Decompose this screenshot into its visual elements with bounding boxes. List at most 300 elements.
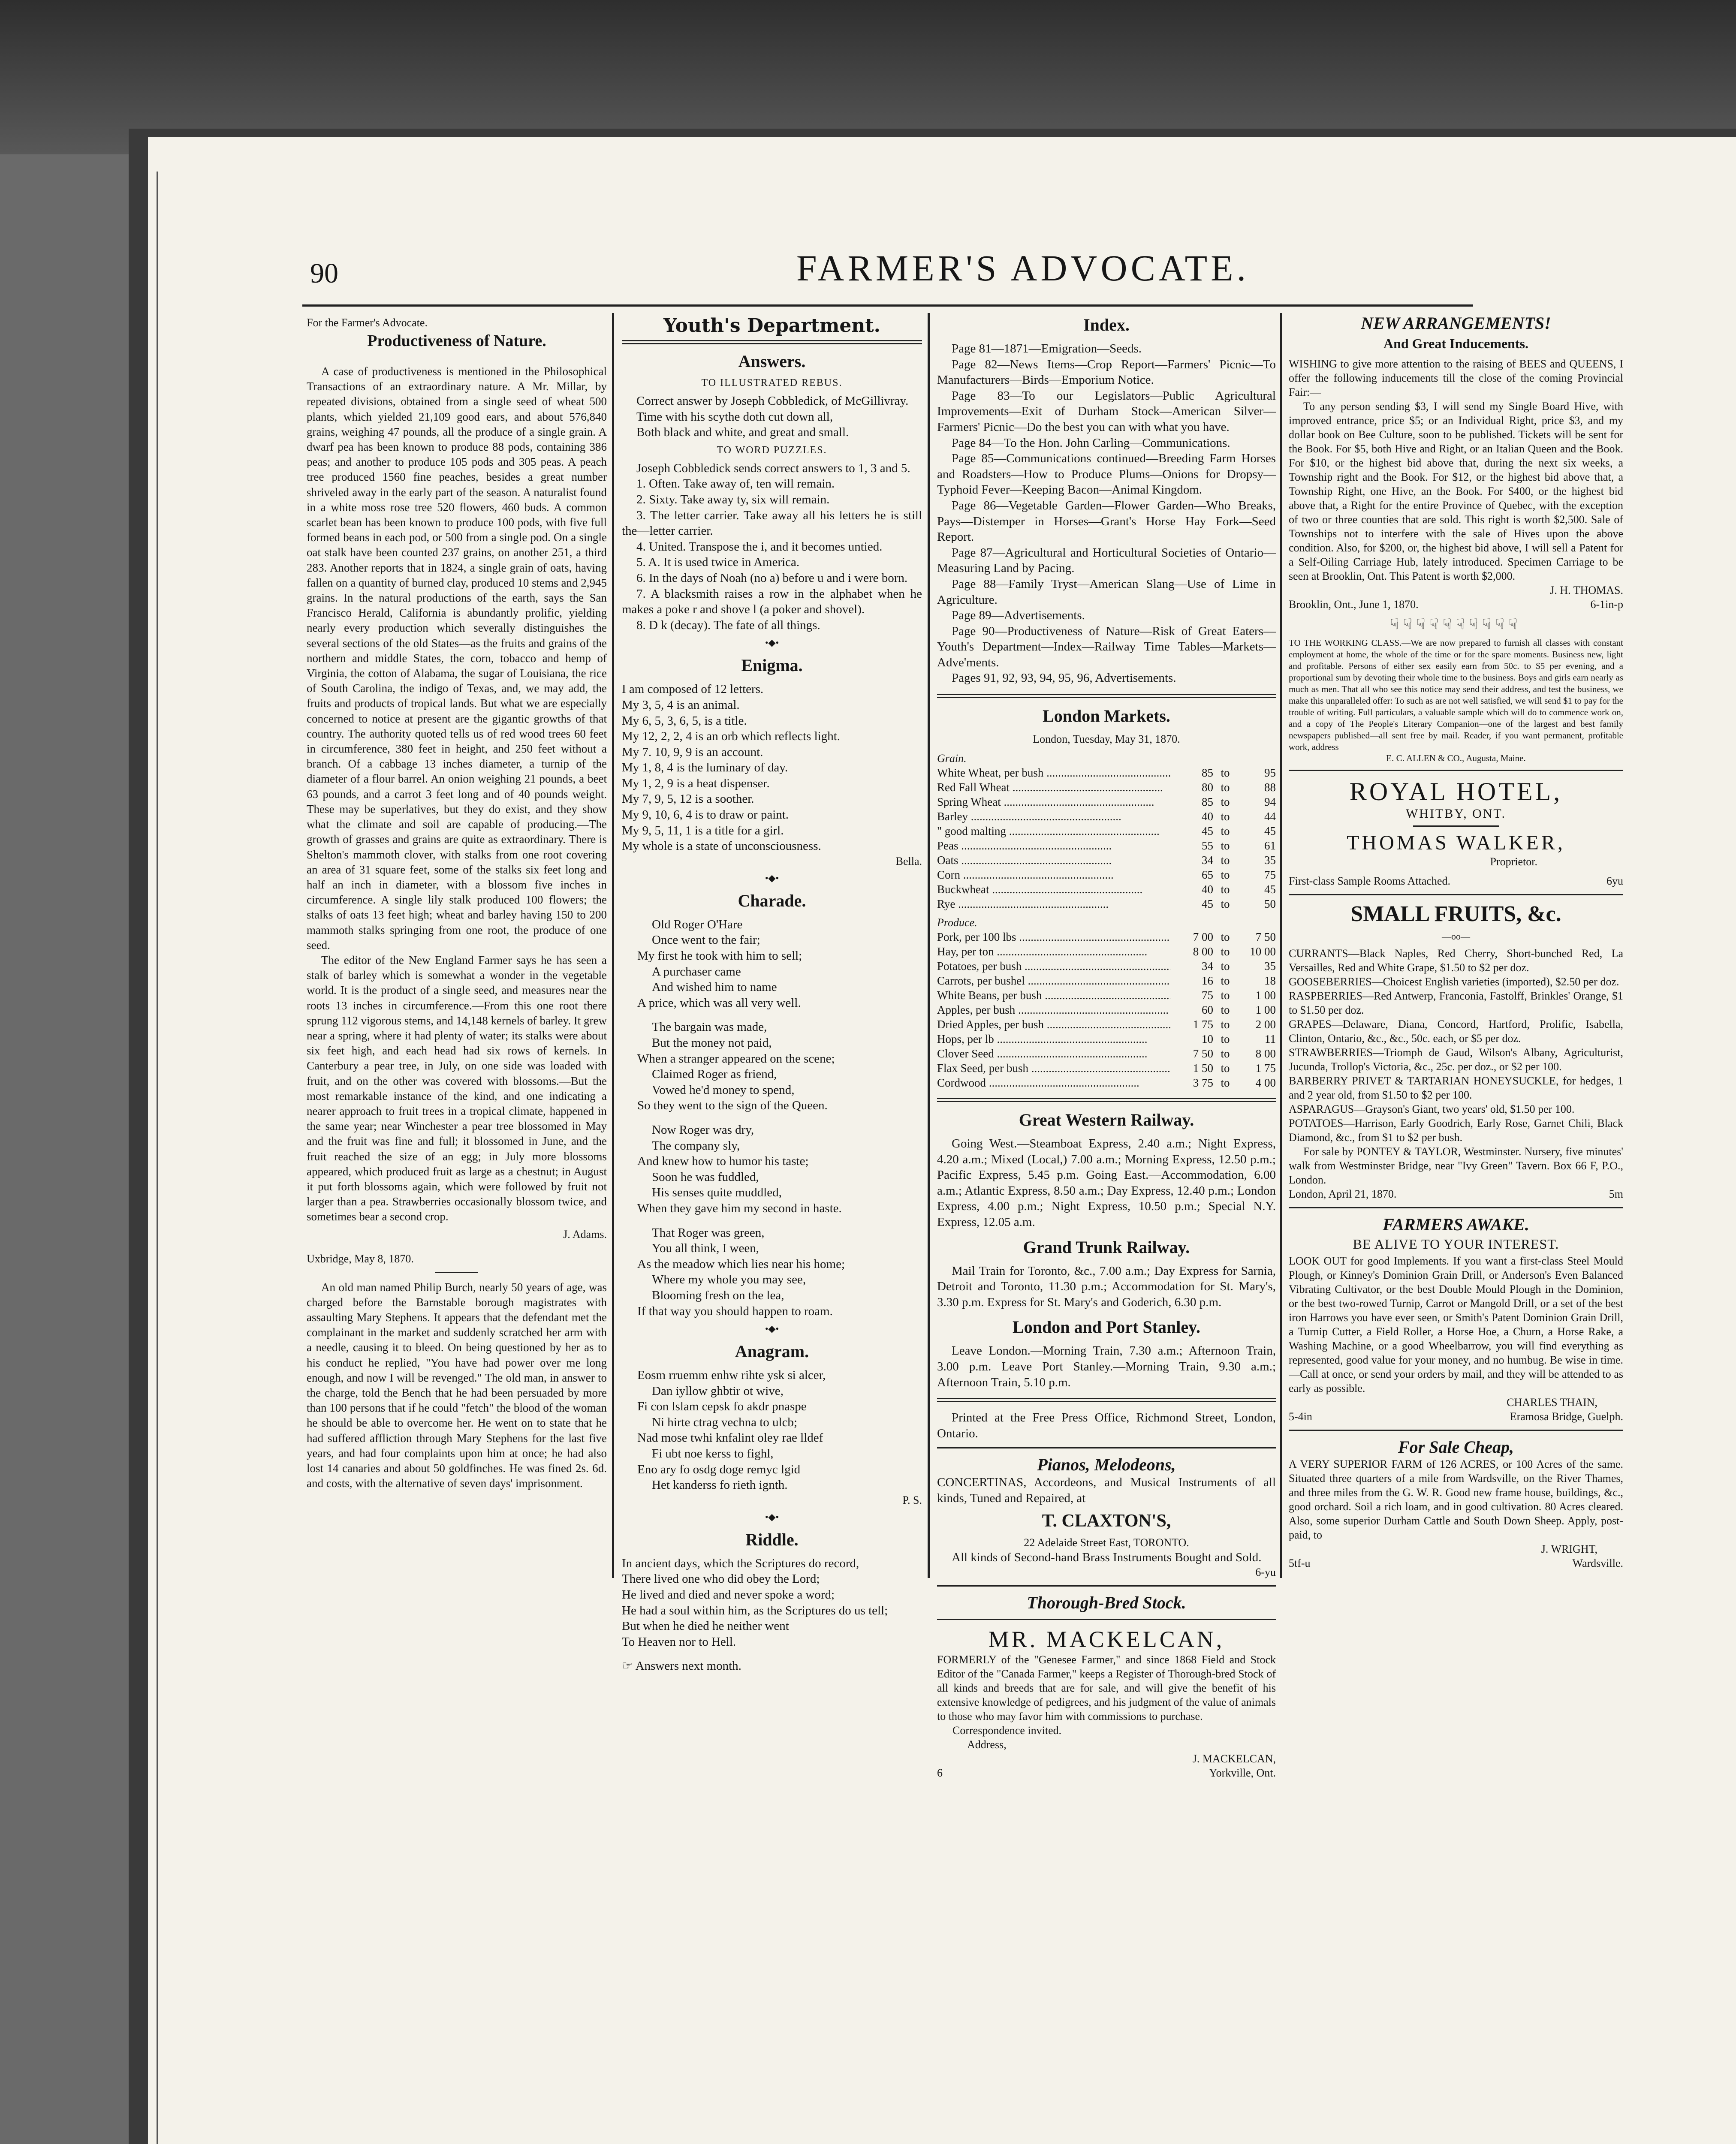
answers-next-text: Answers next month. — [635, 1659, 741, 1673]
enigma-line: My whole is a state of unconsciousness. — [622, 839, 821, 853]
enigma-line: I am composed of 12 letters. — [622, 682, 764, 696]
grain-name: Rye ..... — [937, 897, 1170, 911]
produce-row — [937, 1032, 1276, 1046]
article-divider — [435, 1272, 478, 1273]
produce-row — [937, 959, 1276, 973]
article-title: Productiveness of Nature. — [367, 332, 546, 350]
grain-high: 94 — [1264, 795, 1276, 809]
produce-to: to — [1221, 930, 1230, 944]
produce-row — [937, 1017, 1276, 1032]
charade-poem — [622, 917, 922, 1319]
charade-line: Once went to the fair; — [652, 933, 760, 947]
grain-row — [937, 853, 1276, 867]
new-arrangements-code: 6-1in-p — [1590, 598, 1623, 611]
charade-title: Charade. — [738, 891, 806, 910]
charade-line: As the meadow which lies near his home; — [637, 1257, 845, 1271]
anagram-title: Anagram. — [735, 1342, 809, 1361]
produce-to: to — [1221, 974, 1230, 988]
pianos-code: 6-yu — [1255, 1566, 1276, 1579]
farmers-awake-text: LOOK OUT for good Implements. If you want a first-class Steel Mould Plough, or Kinney's Dominion Grain Drill, or Anderson's Even Balanced Vibrating Cultivator, or the best Double Mould Plough in the Dominion, or the best two-rowed Turnip, Carrot or Mangold Drill, or a set of the best iron Harrows you have ever seen, or Smith's Patent Dominion Grain Drill, a Turnip Cutter, a Field Roller, a Horse Hoe, a Churn, a Horse Rake, a Washing Machine, or a good Wheelbarrow, you will find everything as represented, good value for your money, and no humbug. Be wise in time.—Call at once, or send your orders by mail, and they will be attended to as early as possible. — [1289, 1255, 1623, 1394]
enigma-line: My 6, 5, 3, 6, 5, is a title. — [622, 714, 747, 728]
grain-high: 95 — [1264, 766, 1276, 780]
charade-line: The company sly, — [652, 1138, 740, 1153]
produce-table — [937, 930, 1276, 1090]
small-fruits-item: ASPARAGUS—Grayson's Giant, two years' old, $1.50 per 100. — [1289, 1103, 1575, 1115]
riddle-title: Riddle. — [745, 1530, 799, 1549]
produce-low: 1 75 — [1193, 1018, 1213, 1031]
section-rule — [937, 1398, 1276, 1402]
produce-high: 11 — [1265, 1033, 1276, 1046]
riddle-line: He lived and died and never spoke a word; — [622, 1588, 835, 1602]
thoroughbred-footer — [937, 1766, 1276, 1780]
section-rule — [937, 1619, 1276, 1620]
section-rule — [937, 1585, 1276, 1587]
grain-table — [937, 765, 1276, 911]
page-number: 90 — [310, 258, 338, 289]
produce-low: 16 — [1202, 974, 1213, 988]
riddle-line: But when he died he neither went — [622, 1619, 789, 1633]
grain-to: to — [1221, 868, 1230, 882]
produce-to: to — [1221, 989, 1230, 1002]
section-rule — [1289, 894, 1623, 895]
produce-to: to — [1221, 1062, 1230, 1075]
enigma-signature: Bella. — [895, 855, 922, 867]
grain-row — [937, 897, 1276, 911]
ornament-divider: •◆• — [765, 1511, 779, 1522]
produce-high: 8 00 — [1255, 1047, 1276, 1060]
small-fruits-item: GRAPES—Delaware, Diana, Concord, Hartford, Prolific, Isabella, Clinton, Ontario, &c., &c., 50c. each, or $5 per doz. — [1289, 1018, 1623, 1045]
grain-to: to — [1221, 781, 1230, 794]
charade-line: A purchaser came — [652, 964, 741, 979]
index-entry: Page 87—Agricultural and Horticultural Societies of Ontario—Measuring Land by Pacing. — [937, 545, 1276, 575]
produce-to: to — [1221, 1076, 1230, 1090]
rebus-answer: Correct answer by Joseph Cobbledick, of McGillivray. — [636, 394, 909, 408]
produce-low: 75 — [1202, 989, 1213, 1002]
gtr-title: Grand Trunk Railway. — [1023, 1237, 1190, 1257]
produce-to: to — [1221, 1033, 1230, 1046]
produce-name: Hay, per ton ..... — [937, 944, 1170, 959]
column-index-markets — [937, 313, 1276, 1780]
enigma-line: My 1, 2, 9 is a heat dispenser. — [622, 776, 770, 790]
produce-name: Apples, per bush ..... — [937, 1003, 1170, 1017]
article-dateline: Uxbridge, May 8, 1870. — [307, 1252, 414, 1265]
column-productiveness — [307, 313, 607, 1491]
pianos-address: 22 Adelaide Street East, TORONTO. — [1024, 1536, 1189, 1549]
charade-line: Where my whole you may see, — [652, 1273, 806, 1287]
grain-to: to — [1221, 825, 1230, 838]
grain-row — [937, 867, 1276, 882]
royal-hotel-role: Proprietor. — [1490, 855, 1537, 868]
grain-low: 45 — [1202, 897, 1213, 911]
word-answer: 1. Often. Take away of, ten will remain. — [636, 477, 835, 491]
produce-low: 10 — [1202, 1033, 1213, 1046]
grain-low: 45 — [1202, 825, 1213, 838]
rebus-verse-line: Time with his scythe doth cut down all, — [636, 410, 833, 424]
grain-high: 44 — [1264, 810, 1276, 823]
charade-line: Now Roger was dry, — [652, 1123, 754, 1137]
grain-name: Red Fall Wheat ..... — [937, 780, 1170, 795]
farmers-awake-signature: CHARLES THAIN, — [1507, 1396, 1597, 1409]
farmers-awake-title: FARMERS AWAKE. — [1383, 1215, 1529, 1234]
section-rule — [1289, 770, 1623, 771]
produce-high: 18 — [1264, 974, 1276, 988]
charade-line: When they gave him my second in haste. — [637, 1201, 842, 1215]
produce-name: Flax Seed, per bush ..... — [937, 1061, 1170, 1075]
word-puzzles-intro: Joseph Cobbledick sends correct answers to 1, 3 and 5. — [636, 461, 910, 475]
royal-hotel-divider — [1413, 825, 1499, 827]
produce-low: 1 50 — [1193, 1062, 1213, 1075]
for-sale-signature: J. WRIGHT, — [1541, 1543, 1597, 1555]
produce-high: 1 00 — [1255, 989, 1276, 1002]
column-rule — [928, 313, 930, 1578]
enigma-line: My 7. 10, 9, 9 is an account. — [622, 745, 763, 759]
grain-to: to — [1221, 839, 1230, 852]
charade-line: The bargain was made, — [652, 1020, 767, 1034]
anagram-line: Eosm rruemm enhw rihte ysk si alcer, — [637, 1368, 826, 1382]
farmers-awake-sub: BE ALIVE TO YOUR INTEREST. — [1353, 1236, 1559, 1252]
section-rule — [1289, 1430, 1623, 1431]
charade-line: My first he took with him to sell; — [637, 949, 802, 963]
enigma-title: Enigma. — [741, 656, 803, 675]
for-sale-text: A VERY SUPERIOR FARM of 126 ACRES, or 100 Acres of the same. Situated three quarters of a mile from Wardsville, on the River Thames, and three miles from the G. W. R. Good new frame house, buildings, &c., good orchard. Soil a rich loam, and in good cultivation. 80 Acres cleared. Also, some superior Durham Cattle and South Down Sheep. Apply, post-paid, to — [1289, 1458, 1623, 1541]
produce-row — [937, 944, 1276, 959]
charade-line: His senses quite muddled, — [652, 1186, 782, 1200]
ornament-divider: •◆• — [765, 637, 779, 648]
small-fruits-item: CURRANTS—Black Naples, Red Cherry, Short-bunched Red, La Versailles, Red and White Grape, $1.50 to $2 per doz. — [1289, 947, 1623, 974]
grain-name: Peas ..... — [937, 838, 1170, 853]
index-entry: Page 89—Advertisements. — [952, 608, 1085, 623]
ornament-divider: —oo— — [1442, 931, 1470, 942]
produce-name: Potatoes, per bush ..... — [937, 959, 1170, 973]
farmers-awake-footer — [1289, 1409, 1623, 1424]
thoroughbred-signature: J. MACKELCAN, — [1192, 1753, 1276, 1765]
column-advertisements — [1289, 313, 1623, 1570]
word-answer: 8. D k (decay). The fate of all things. — [636, 618, 820, 632]
grain-name: Buckwheat ..... — [937, 882, 1170, 897]
section-rule — [1289, 1207, 1623, 1208]
section-rule — [937, 1098, 1276, 1102]
produce-to: to — [1221, 1018, 1230, 1031]
enigma-line: My 1, 8, 4 is the luminary of day. — [622, 761, 788, 775]
grain-high: 88 — [1264, 781, 1276, 794]
word-answer: 6. In the days of Noah (no a) before u and i were born. — [636, 571, 908, 585]
small-fruits-item: GOOSEBERRIES—Choicest English varieties (imported), $2.50 per doz. — [1289, 976, 1619, 988]
column-rule — [1280, 313, 1282, 1578]
for-sale-place: Wardsville. — [1572, 1557, 1623, 1569]
new-arrangements-footer — [1289, 597, 1623, 611]
thoroughbred-invited: Correspondence invited. — [952, 1724, 1062, 1737]
royal-hotel-place: WHITBY, ONT. — [1405, 807, 1507, 821]
charade-line: If that way you should happen to roam. — [637, 1304, 833, 1318]
column-youths-department — [622, 313, 922, 1674]
new-arrangements-intro: WISHING to give more attention to the raising of BEES and QUEENS, I offer the following inducements till the close of the coming Provincial Fair:— — [1289, 358, 1623, 398]
royal-hotel-title: ROYAL HOTEL, — [1349, 777, 1563, 806]
rebus-verse-line: Both black and white, and great and small. — [636, 425, 849, 440]
pointing-hands-row — [1289, 616, 1623, 633]
newspaper-page — [148, 137, 1736, 2144]
grain-label: Grain. — [937, 752, 967, 765]
grain-row — [937, 838, 1276, 853]
grain-row — [937, 795, 1276, 809]
charade-line: You all think, I ween, — [652, 1241, 759, 1256]
small-fruits-code: 5m — [1609, 1188, 1623, 1200]
charade-line: That Roger was green, — [652, 1226, 765, 1240]
section-rule — [937, 694, 1276, 698]
small-fruits-footer — [1289, 1187, 1623, 1201]
grain-high: 45 — [1264, 883, 1276, 896]
grain-row — [937, 809, 1276, 824]
produce-row — [937, 1061, 1276, 1075]
farmers-awake-code: 5-4in — [1289, 1410, 1312, 1423]
word-answer: 2. Sixty. Take away ty, six will remain. — [636, 492, 830, 506]
anagram-line: Fi ubt noe kerss to fighl, — [652, 1447, 774, 1461]
answers-title: Answers. — [738, 352, 806, 371]
word-answer: 7. A blacksmith raises a row in the alphabet when he makes a poke r and shove l (a poker and shovel). — [622, 587, 922, 617]
enigma-line: My 7, 9, 5, 12 is a soother. — [622, 792, 754, 806]
grain-row — [937, 780, 1276, 795]
grain-to: to — [1221, 810, 1230, 823]
charade-line: And wished him to name — [652, 980, 777, 994]
gwr-schedule: Going West.—Steamboat Express, 2.40 a.m.; Night Express, 4.20 a.m.; Mixed (Local,) 7.00 a.m.; Morning Express, 12.50 p.m.; Pacific Express, 5.45 p.m. Going East.—Accommodation, 6.00 a.m.; Atlantic Express, 8.50 a.m.; Day Express, 12.40 p.m.; London Express, 4.00 p.m.; Night Express, 10.50 p.m.; Special N.Y. Express, 12.05 a.m. — [937, 1137, 1276, 1229]
produce-name: Dried Apples, per bush ..... — [937, 1017, 1170, 1032]
pianos-name: T. CLAXTON'S, — [1042, 1511, 1171, 1531]
produce-row — [937, 1003, 1276, 1017]
new-arrangements-date: Brooklin, Ont., June 1, 1870. — [1289, 598, 1419, 611]
column-rule — [612, 313, 614, 1578]
news-story: An old man named Philip Burch, nearly 50 years of age, was charged before the Barnstable borough magistrates with assaulting Mary Stephens. It appears that the defendant met the complainant in the market and suddenly scratched her arm with a needle, causing it to bleed. On being questioned by her as to his conduct he replied, "You have had power over me long enough, and now I will be revenged." The old man, in answer to the charge, told the Bench that he had been persuaded by more than 100 persons that if he could "fetch" the blood of the woman he should be able to overcome her. He went on to state that he had suffered affliction through Mary Stephens for the last five years, and had four complaints upon him at once; he had also lost 14 canaries and about 50 goldfinches. He was fined 2s. 6d. and costs, with the alternative of seven days' imprisonment. — [307, 1280, 607, 1490]
word-answer: 3. The letter carrier. Take away all his letters he is still the—letter carrier. — [622, 508, 922, 538]
thoroughbred-place: Yorkville, Ont. — [1209, 1767, 1276, 1780]
riddle-poem — [622, 1556, 922, 1650]
produce-high: 1 75 — [1255, 1062, 1276, 1075]
thoroughbred-text: FORMERLY of the "Genesee Farmer," and since 1868 Field and Stock Editor of the "Canada Farmer," keeps a Register of Thorough-bred Stock of all kinds and breeds that are for sale, and will give the benefit of his extensive knowledge of pedigrees, and his judgment of the value of animals to those who may favor him with commissions to purchase. — [937, 1653, 1276, 1723]
article-signature: J. Adams. — [563, 1228, 607, 1241]
royal-hotel-code: 6yu — [1606, 875, 1623, 887]
grain-name: White Wheat, per bush ..... — [937, 765, 1170, 780]
grain-low: 40 — [1202, 810, 1213, 823]
anagram-line: Het kanderss fo rieth ignth. — [652, 1478, 788, 1492]
enigma-line: My 3, 5, 4 is an animal. — [622, 698, 740, 712]
grain-low: 65 — [1202, 868, 1213, 882]
produce-row — [937, 1075, 1276, 1090]
grain-to: to — [1221, 795, 1230, 809]
grain-high: 50 — [1264, 897, 1276, 911]
working-class-signature: E. C. ALLEN & CO., Augusta, Maine. — [1386, 753, 1526, 763]
pointing-hand-icon: ☟☟☟☟☟☟☟☟☟☟ — [1390, 617, 1522, 632]
lps-title: London and Port Stanley. — [1013, 1317, 1200, 1337]
grain-name: " good malting ..... — [937, 824, 1170, 838]
grain-low: 85 — [1202, 795, 1213, 809]
pointing-hand-icon: ☞ — [622, 1659, 636, 1673]
riddle-line: He had a soul within him, as the Scriptures do us tell; — [622, 1603, 888, 1617]
masthead-rule — [302, 304, 1473, 307]
lps-schedule: Leave London.—Morning Train, 7.30 a.m.; Afternoon Train, 3.00 p.m. Leave Port Stanley.—Morning Train, 9.30 a.m.; Afternoon Train, 5.10 p.m. — [937, 1344, 1276, 1389]
grain-to: to — [1221, 883, 1230, 896]
charade-line: When a stranger appeared on the scene; — [637, 1051, 835, 1066]
grain-row — [937, 824, 1276, 838]
index-entry: Page 82—News Items—Crop Report—Farmers' Picnic—To Manufacturers—Birds—Emporium Notice. — [937, 357, 1276, 387]
index-entry: Page 86—Vegetable Garden—Flower Garden—Who Breaks, Pays—Distemper in Horses—Grant's Horse Hay Fork—Seed Report. — [937, 498, 1276, 544]
word-puzzles-heading: TO WORD PUZZLES. — [717, 444, 827, 456]
produce-row — [937, 1046, 1276, 1061]
anagram-line: Eno ary fo osdg doge remyc lgid — [637, 1462, 801, 1476]
charade-line: Vowed he'd money to spend, — [652, 1083, 795, 1097]
pianos-text: CONCERTINAS, Accordeons, and Musical Instruments of all kinds, Tuned and Repaired, at — [937, 1476, 1276, 1505]
produce-name: Hops, per lb ..... — [937, 1032, 1170, 1046]
produce-high: 35 — [1264, 960, 1276, 973]
charade-line: Claimed Roger as friend, — [652, 1067, 777, 1081]
grain-to: to — [1221, 766, 1230, 780]
grain-low: 85 — [1202, 766, 1213, 780]
grain-to: to — [1221, 854, 1230, 867]
section-rule — [937, 1447, 1276, 1448]
article-kicker: For the Farmer's Advocate. — [307, 316, 428, 329]
for-sale-code: 5tf-u — [1289, 1557, 1311, 1569]
markets-date: London, Tuesday, May 31, 1870. — [1033, 733, 1180, 746]
anagram-line: Fi con lslam cepsk fo akdr pnaspe — [637, 1400, 807, 1414]
produce-to: to — [1221, 945, 1230, 958]
new-arrangements-body: To any person sending $3, I will send my Single Board Hive, with improved entrance, price $5; or an Individual Right, price $3, and my dollar book on Bee Culture, soon to be published. Tickets will be sent for the Book. For $5, both Hive and Right, or an Italian Queen and the Book. For $10, or the highest bid above that, during the next six weeks, a Township right and the Book. For $12, or the highest bid above that, a Township Right, one Hive, an the Book. For $400, or the highest bid above that, a Right for the entire Province of Quebec, with the exception of two or three counties that are sold. This right is worth $2,500. Sale of Townships not to interfere with the sale of Hives upon the above condition. Also, for $200, or, the highest bid above, I will sell a Patent for a Self-Oiling Carriage Hub, lately introduced. Specimen Carriage to be seen at Brooklin, Ont. This Patent is worth $2,000. — [1289, 400, 1623, 582]
department-title: Youth's Department. — [663, 315, 880, 337]
produce-high: 10 00 — [1250, 945, 1276, 958]
produce-to: to — [1221, 1047, 1230, 1060]
royal-hotel-owner: THOMAS WALKER, — [1347, 831, 1565, 854]
produce-to: to — [1221, 960, 1230, 973]
index-entry: Page 88—Family Tryst—American Slang—Use of Lime in Agriculture. — [937, 577, 1276, 607]
masthead-title: FARMER'S ADVOCATE. — [796, 247, 1250, 289]
gtr-schedule: Mail Train for Toronto, &c., 7.00 a.m.; Day Express for Sarnia, Detroit and Toronto, 11.30 p.m.; Accommodation for St. Mary's, 3.30 p.m. Express for St. Mary's and Goderich, 6.30 p.m. — [937, 1264, 1276, 1309]
grain-low: 55 — [1202, 839, 1213, 852]
new-arrangements-title: NEW ARRANGEMENTS! — [1361, 313, 1551, 333]
grain-name: Corn ..... — [937, 867, 1170, 882]
produce-low: 8 00 — [1193, 945, 1213, 958]
index-title: Index. — [1083, 315, 1130, 334]
thoroughbred-title: Thorough-Bred Stock. — [1027, 1593, 1186, 1613]
grain-low: 40 — [1202, 883, 1213, 896]
grain-row — [937, 882, 1276, 897]
word-answer: 5. A. It is used twice in America. — [636, 555, 800, 569]
grain-high: 61 — [1264, 839, 1276, 852]
anagram-signature: P. S. — [902, 1494, 922, 1506]
article-paragraph: The editor of the New England Farmer says he has seen a stalk of barley which is somewhat a wonder in the vegetable world. It is the product of a single seed, and measures near the roots 13 inches in circumference.—From this one root there sprung 112 vigorous stems, and 14,148 kernels of barley. It grew near a spring, where it had plenty of water; its stalks were about six feet high, and each head had six rows of kernels. In Canterbury a pear tree, in July, on one side was loaded with fruit, and on the other was covered with blossoms.—But the most remarkable instance of the kind, and one indicating a nearer approach to fruit trees in a tropical climate, happened in the same year; near Winchester a pear tree blossomed in May and the fruit was fine and full; it blossomed in June, and the fruit reached the size of an egg; in July more blossoms appeared, which produced fruit as large as a chestnut; in August it put forth blossoms again, which were followed by fruit not larger than a pea. Strawberries occasionally blossom twice, and sometimes bear a second crop. — [307, 953, 607, 1223]
grain-high: 45 — [1264, 825, 1276, 838]
charade-line: So they went to the sign of the Queen. — [637, 1099, 828, 1113]
charade-line: A price, which was all very well. — [637, 996, 801, 1010]
charade-line: Blooming fresh on the lea, — [652, 1288, 784, 1302]
anagram-line: Dan iyllow ghbtir ot wive, — [652, 1384, 784, 1398]
thoroughbred-address-label: Address, — [967, 1738, 1007, 1751]
pianos-title: Pianos, Melodeons, — [1037, 1455, 1176, 1475]
grain-name: Oats ..... — [937, 853, 1170, 867]
index-entry: Pages 91, 92, 93, 94, 95, 96, Advertisements. — [952, 671, 1176, 685]
anagram-line: Ni hirte ctrag vechna to ulcb; — [652, 1415, 798, 1429]
riddle-line: To Heaven nor to Hell. — [622, 1635, 736, 1649]
grain-high: 75 — [1264, 868, 1276, 882]
anagram-line: Nad mose twhi knfalint oley rae lldef — [637, 1431, 823, 1445]
royal-hotel-footer — [1289, 874, 1623, 888]
index-entry: Page 85—Communications continued—Breeding Farm Horses and Roadsters—How to Produce Plums—Onions for Dropsy—Typhoid Fever—Keeping Bacon—Animal Kingdom. — [937, 452, 1276, 497]
new-arrangements-sub: And Great Inducements. — [1383, 336, 1529, 351]
riddle-line: There lived one who did obey the Lord; — [622, 1572, 820, 1586]
produce-row — [937, 988, 1276, 1003]
produce-name: Carrots, per bushel ..... — [937, 973, 1170, 988]
charade-line: But the money not paid, — [652, 1036, 772, 1050]
riddle-line: In ancient days, which the Scriptures do record, — [622, 1556, 859, 1570]
page-border-left — [157, 172, 158, 2144]
grain-low: 34 — [1202, 854, 1213, 867]
small-fruits-date: London, April 21, 1870. — [1289, 1188, 1397, 1200]
anagram-poem — [622, 1367, 922, 1493]
produce-high: 2 00 — [1255, 1018, 1276, 1031]
small-fruits-title: SMALL FRUITS, &c. — [1350, 902, 1561, 926]
small-fruits-item: POTATOES—Harrison, Early Goodrich, Early Rose, Garnet Chili, Black Diamond, &c., from $1 to $2 per bush. — [1289, 1117, 1623, 1144]
produce-name: Clover Seed ..... — [937, 1046, 1170, 1061]
thoroughbred-name: MR. MACKELCAN, — [988, 1626, 1225, 1653]
gwr-title: Great Western Railway. — [1019, 1110, 1194, 1130]
index-entry: Page 84—To the Hon. John Carling—Communications. — [952, 436, 1230, 450]
thoroughbred-code: 6 — [937, 1767, 943, 1780]
grain-high: 35 — [1264, 854, 1276, 867]
word-answer: 4. United. Transpose the i, and it becomes untied. — [636, 539, 883, 554]
farmers-awake-place: Eramosa Bridge, Guelph. — [1510, 1410, 1623, 1423]
ornament-divider: •◆• — [765, 872, 779, 883]
produce-row — [937, 930, 1276, 944]
royal-hotel-note: First-class Sample Rooms Attached. — [1289, 875, 1450, 887]
charade-line: Soon he was fuddled, — [652, 1170, 759, 1184]
produce-low: 3 75 — [1193, 1076, 1213, 1090]
produce-name: White Beans, per bush ..... — [937, 988, 1170, 1003]
index-entry: Page 81—1871—Emigration—Seeds. — [952, 342, 1142, 355]
produce-row — [937, 973, 1276, 988]
produce-low: 60 — [1202, 1003, 1213, 1017]
small-fruits-item: RASPBERRIES—Red Antwerp, Franconia, Fastolff, Brinkles' Orange, $1 to $1.50 per doz. — [1289, 990, 1623, 1016]
for-sale-footer — [1289, 1556, 1623, 1570]
produce-low: 7 00 — [1193, 930, 1213, 944]
produce-high: 4 00 — [1255, 1076, 1276, 1090]
small-fruits-seller: For sale by PONTEY & TAYLOR, Westminster. Nursery, five minutes' walk from Westminster Bridge, near "Ivy Green" Tavern. Box 66 F, P.O., London. — [1289, 1145, 1623, 1186]
produce-low: 7 50 — [1193, 1047, 1213, 1060]
produce-to: to — [1221, 1003, 1230, 1017]
grain-to: to — [1221, 897, 1230, 911]
grain-low: 80 — [1202, 781, 1213, 794]
produce-label: Produce. — [937, 916, 977, 929]
pianos-note: All kinds of Second-hand Brass Instruments Bought and Sold. — [952, 1550, 1262, 1564]
small-fruits-item: BARBERRY PRIVET & TARTARIAN HONEYSUCKLE, for hedges, 1 and 2 year old, from $1.50 to $2 per 100. — [1289, 1075, 1623, 1101]
grain-name: Barley ..... — [937, 809, 1170, 824]
grain-name: Spring Wheat ..... — [937, 795, 1170, 809]
working-class-notice: TO THE WORKING CLASS.—We are now prepared to furnish all classes with constant employment at home, the whole of the time or for the spare moments. Business new, light and profitable. Persons of either sex easily earn from 50c. to $5 per evening, and a proportional sum by devoting their whole time to the business. Boys and girls earn nearly as much as men. That all who see this notice may send their address, and test the business, we make this unparalleled offer: To such as are not well satisfied, we will send $1 to pay for the trouble of writing. Full particulars, a valuable sample which will do to commence work on, and a copy of The People's Literary Companion—one of the largest and best family newspapers published—all sent free by mail. Reader, if you want permanent, profitable work, address — [1289, 638, 1623, 752]
produce-high: 7 50 — [1255, 930, 1276, 944]
enigma-line: My 12, 2, 2, 4 is an orb which reflects light. — [622, 729, 841, 744]
enigma-line: My 9, 10, 6, 4 is to draw or paint. — [622, 808, 789, 822]
ornament-divider: •◆• — [765, 1323, 779, 1334]
answers-next-note — [622, 1658, 922, 1674]
grain-row — [937, 765, 1276, 780]
index-entry: Page 90—Productiveness of Nature—Risk of Great Eaters—Youth's Department—Index—Railway Time Tables—Markets—Adve'ments. — [937, 624, 1276, 669]
charade-line: Old Roger O'Hare — [652, 917, 743, 931]
markets-title: London Markets. — [1043, 706, 1170, 726]
charade-line: And knew how to humor his taste; — [637, 1154, 809, 1168]
rebus-heading: TO ILLUSTRATED REBUS. — [701, 377, 843, 388]
new-arrangements-signature: J. H. THOMAS. — [1550, 584, 1623, 596]
department-rule — [622, 340, 922, 344]
index-entry: Page 83—To our Legislators—Public Agricultural Improvements—Exit of Durham Stock—American Silver—Farmers' Picnic—Do the best you can with what you have. — [937, 388, 1276, 434]
produce-name: Cordwood ..... — [937, 1075, 1170, 1090]
printer-imprint: Printed at the Free Press Office, Richmond Street, London, Ontario. — [937, 1411, 1276, 1440]
for-sale-title: For Sale Cheap, — [1398, 1437, 1514, 1457]
small-fruits-item: STRAWBERRIES—Triomph de Gaud, Wilson's Albany, Agriculturist, Jucunda, Trollop's Victoria, &c., 25c. per doz., or $2 per 100. — [1289, 1046, 1623, 1073]
produce-low: 34 — [1202, 960, 1213, 973]
